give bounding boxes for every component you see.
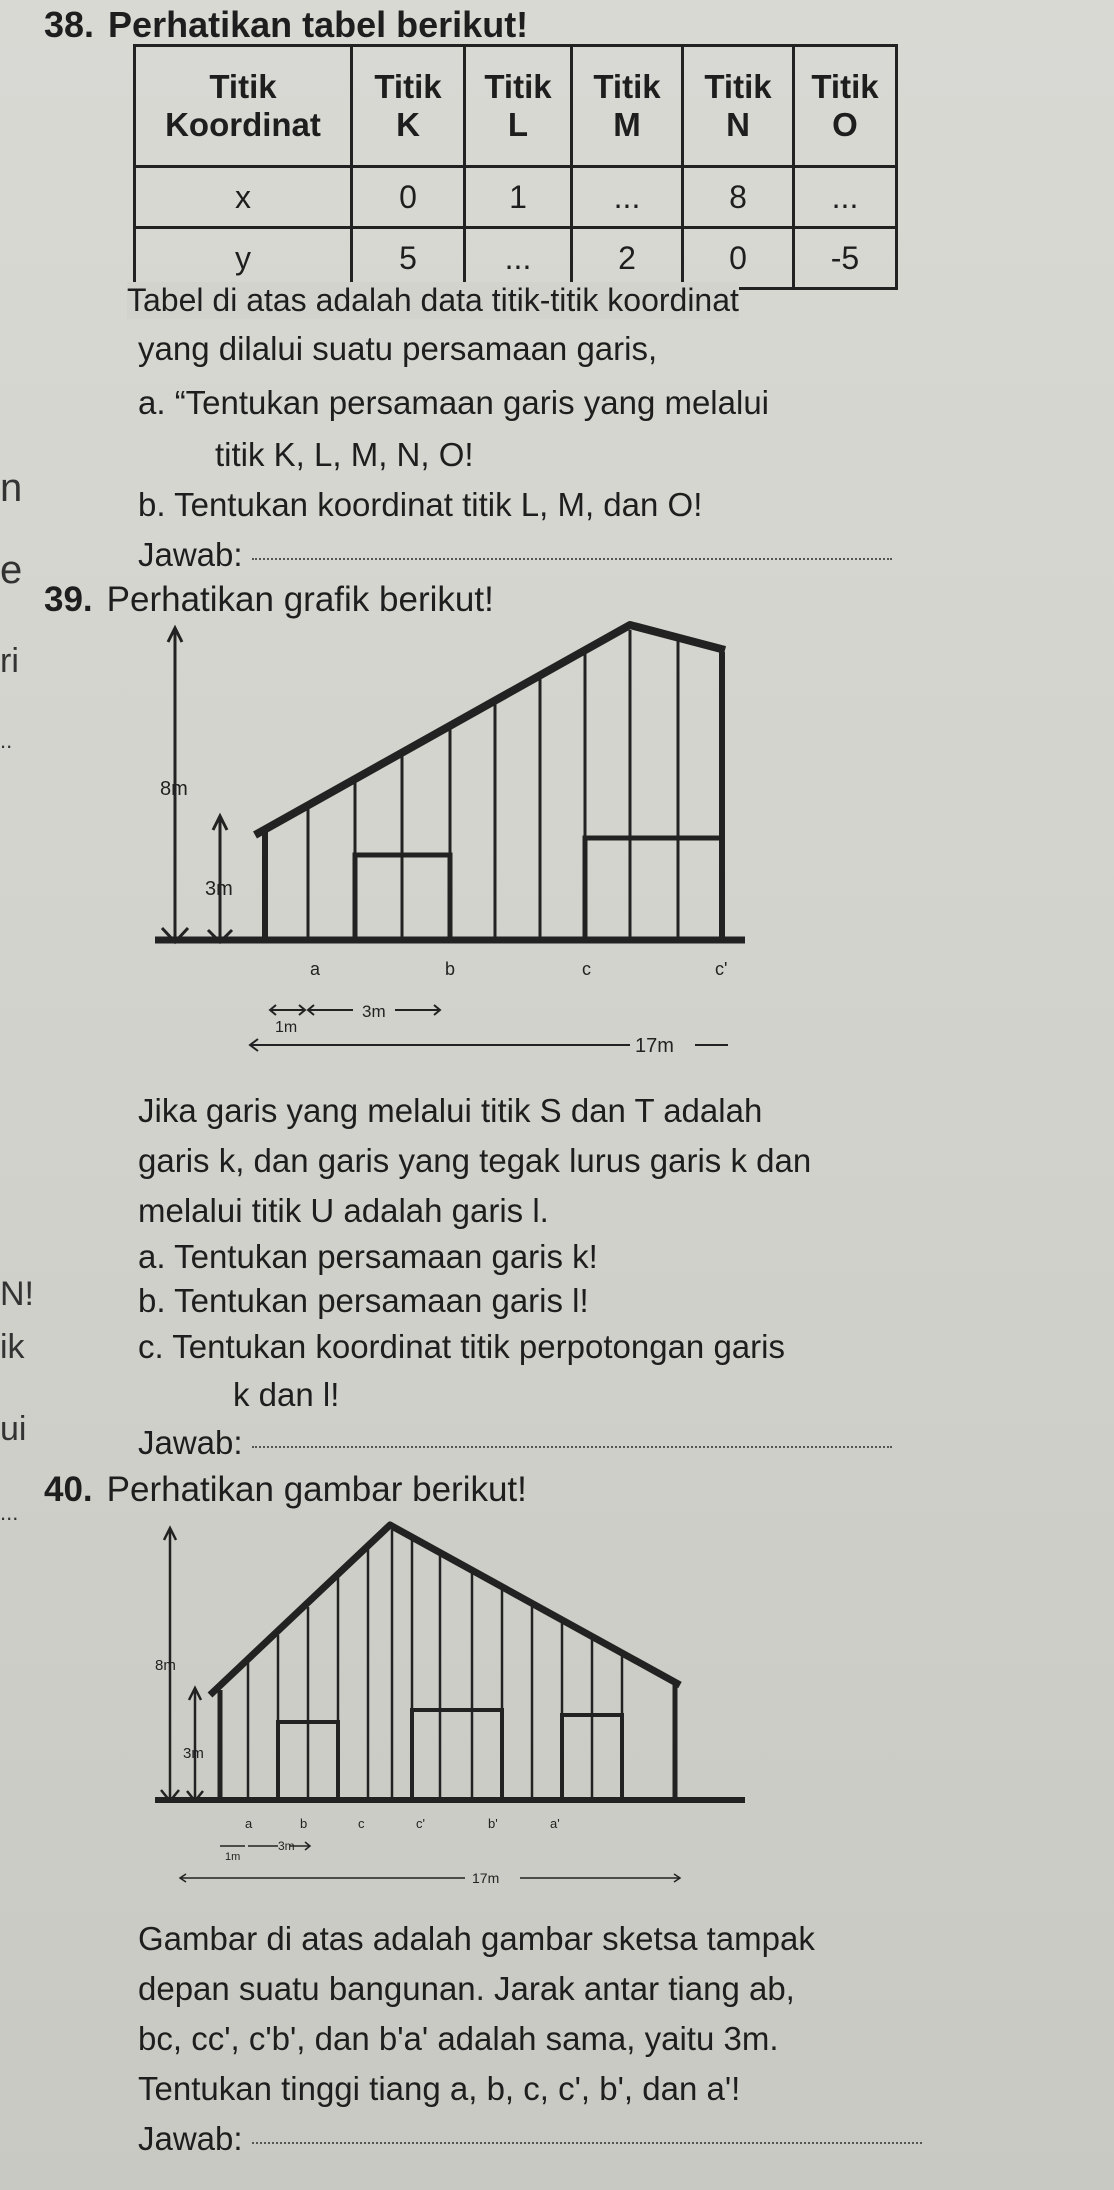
table-cell: -5 — [794, 228, 897, 289]
table-header-cell: Titik M — [572, 46, 683, 167]
pole-label: b — [300, 1816, 308, 1831]
pole-label: a — [310, 959, 321, 979]
question-text: yang dilalui suatu persamaan garis, — [138, 330, 658, 367]
small-height-label: 3m — [183, 1745, 204, 1762]
pole-label: c' — [715, 959, 728, 979]
dotted-answer-line — [252, 1442, 892, 1448]
pole-label: c' — [416, 1816, 425, 1831]
subquestion-a: a. “Tentukan persamaan garis yang melalui — [138, 384, 770, 421]
coordinate-table — [133, 44, 898, 290]
edge-fragment: n — [0, 466, 23, 510]
table-cell: ... — [572, 167, 683, 228]
height-label: 8m — [160, 778, 188, 800]
subquestion-a: a. Tentukan persamaan garis k! — [138, 1238, 598, 1275]
edge-fragment: N! — [0, 1275, 34, 1313]
table-cell: 2 — [572, 228, 683, 289]
table-cell: x — [135, 167, 352, 228]
question-heading: Perhatikan tabel berikut! — [108, 4, 529, 45]
door — [585, 838, 722, 940]
answer-line — [138, 1424, 892, 1462]
table-cell: 1 — [465, 167, 572, 228]
table-header-cell: Titik K — [352, 46, 465, 167]
table-cell: 0 — [352, 167, 465, 228]
small-height-label: 3m — [205, 878, 233, 900]
subquestion-c-cont: k dan l! — [233, 1376, 340, 1413]
table-header-cell: Titik O — [794, 46, 897, 167]
question-heading: Perhatikan grafik berikut! — [106, 580, 494, 619]
table-header-cell: Titik Koordinat — [135, 46, 352, 167]
dotted-answer-line — [252, 554, 892, 560]
roof-outline — [210, 1525, 680, 1695]
table-cell: 5 — [352, 228, 465, 289]
table-row — [135, 167, 897, 228]
spacing-label: 3m — [362, 1002, 386, 1021]
question-38-title — [44, 4, 528, 46]
question-text: bc, cc', c'b', dan b'a' adalah sama, yaitu 3m. — [138, 2020, 779, 2057]
table-header-cell: Titik N — [683, 46, 794, 167]
question-number: 39. — [44, 580, 93, 619]
figure-39 — [150, 600, 790, 1060]
pole-label: b' — [488, 1816, 498, 1831]
question-text: melalui titik U adalah garis l. — [138, 1192, 549, 1229]
subquestion-b: b. Tentukan koordinat titik L, M, dan O! — [138, 486, 703, 523]
table-caption: Tabel di atas adalah data titik-titik koordinat — [127, 282, 739, 318]
edge-fragment: ... — [0, 1500, 19, 1525]
width-label: 17m — [472, 1870, 500, 1886]
door — [412, 1710, 502, 1800]
one-meter-label: 1m — [275, 1019, 298, 1036]
edge-fragment: .. — [0, 728, 13, 753]
question-text: depan suatu bangunan. Jarak antar tiang ab, — [138, 1970, 795, 2007]
edge-fragment: ik — [0, 1328, 25, 1366]
pole-label: b — [445, 959, 456, 979]
question-text: Jika garis yang melalui titik S dan T adalah — [138, 1092, 763, 1129]
table-cell: 8 — [683, 167, 794, 228]
table-cell: ... — [794, 167, 897, 228]
table-header-row — [135, 46, 897, 167]
table-cell: y — [135, 228, 352, 289]
table-row — [135, 228, 897, 289]
pole-label: a' — [550, 1816, 560, 1831]
table-cell: ... — [465, 228, 572, 289]
answer-label: Jawab: — [138, 2120, 243, 2157]
roof-outline — [255, 625, 725, 835]
subquestion-a-cont: titik K, L, M, N, O! — [215, 436, 474, 473]
one-meter-label: 1m — [225, 1851, 241, 1863]
question-40-title — [44, 1470, 527, 1510]
width-label: 17m — [635, 1035, 674, 1057]
question-number: 40. — [44, 1470, 93, 1509]
table-cell: 0 — [683, 228, 794, 289]
edge-fragment: ri — [0, 642, 19, 680]
subquestion-b: b. Tentukan persamaan garis l! — [138, 1282, 589, 1319]
edge-fragment: e — [0, 548, 23, 592]
subquestion-c: c. Tentukan koordinat titik perpotongan garis — [138, 1328, 785, 1365]
question-heading: Perhatikan gambar berikut! — [106, 1470, 527, 1509]
dotted-answer-line — [252, 2138, 922, 2144]
pole-label: c — [582, 959, 591, 979]
edge-fragment: ui — [0, 1410, 27, 1448]
question-number: 38. — [44, 4, 95, 45]
answer-label: Jawab: — [138, 1424, 243, 1461]
question-text: Gambar di atas adalah gambar sketsa tampak — [138, 1920, 815, 1957]
pole-label: c — [358, 1816, 365, 1831]
answer-line — [138, 2120, 922, 2158]
answer-line — [138, 536, 892, 574]
figure-40 — [150, 1510, 750, 1890]
spacing-label: 3m — [278, 1839, 295, 1853]
pole-label: a — [245, 1816, 253, 1831]
height-label: 8m — [155, 1657, 176, 1674]
table-header-cell: Titik L — [465, 46, 572, 167]
question-text: garis k, dan garis yang tegak lurus garis k dan — [138, 1142, 812, 1179]
answer-label: Jawab: — [138, 536, 243, 573]
question-text: Tentukan tinggi tiang a, b, c, c', b', dan a'! — [138, 2070, 741, 2107]
